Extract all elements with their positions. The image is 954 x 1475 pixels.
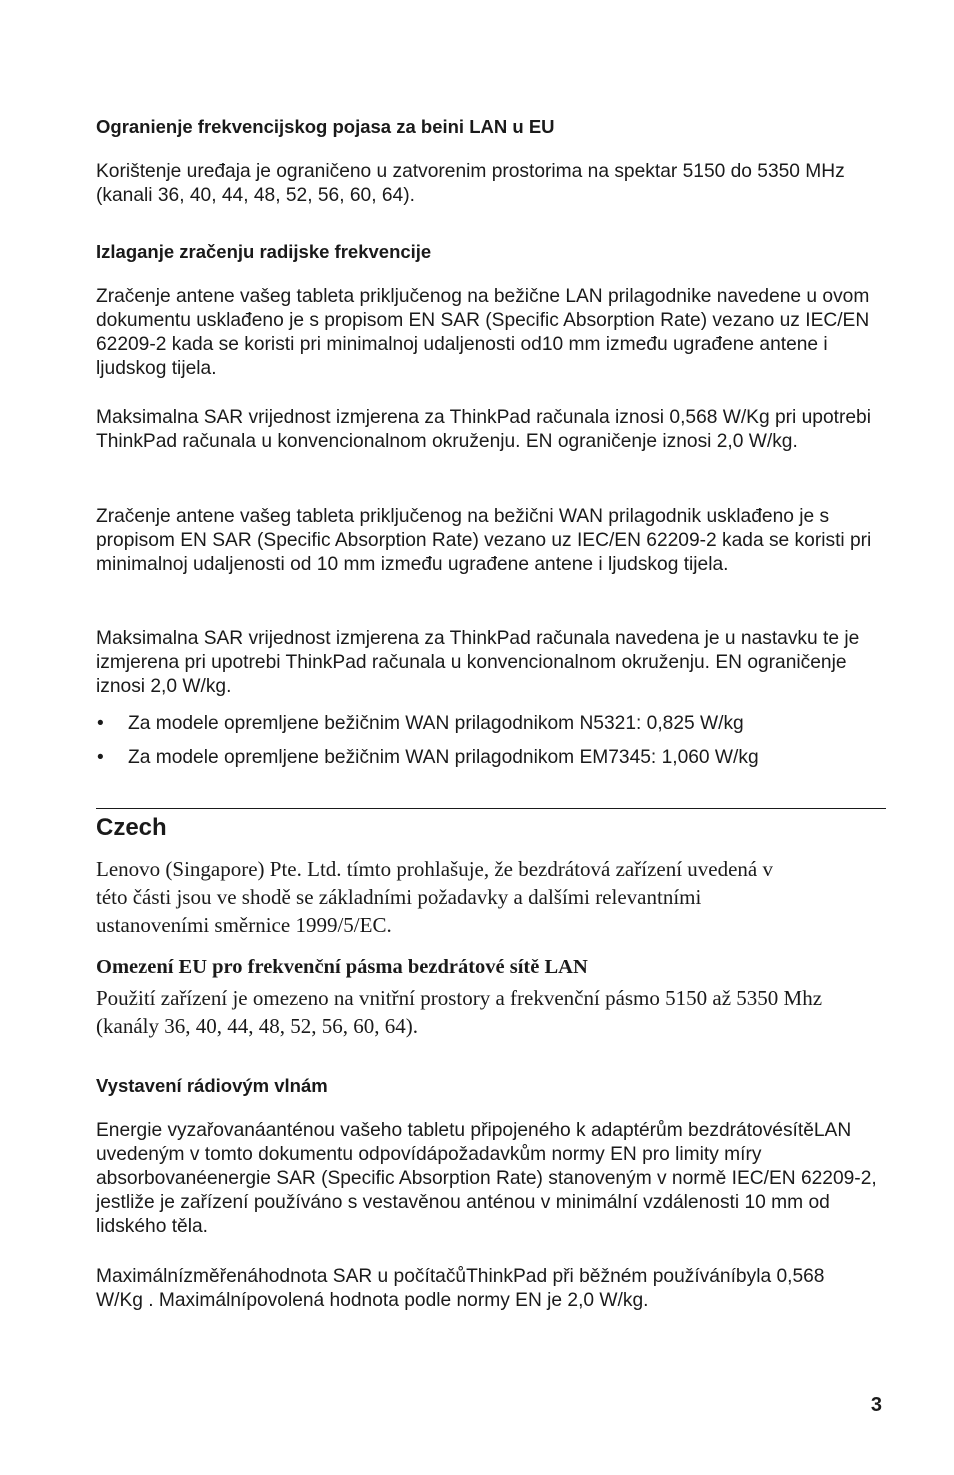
sar-values-list (96, 712, 888, 780)
paragraph-sar-value-hr: Maksimalna SAR vrijednost izmjerena za ThinkPad računala iznosi 0,568 W/Kg pri upotrebi ThinkPad računala u konvencionalnom okruženju. EN ograničenje iznosi 2,0 W/kg. (96, 407, 871, 452)
list-item (96, 712, 888, 736)
bullet-icon: • (97, 747, 104, 768)
paragraph-wan-sar-hr: Zračenje antene vašeg tableta priključenog na bežični WAN prilagodnik usklađeno je s propisom EN SAR (Specific Absorption Rate) vezano uz IEC/EN 62209-2 kada se koristi pri minimalnoj udaljenosti od 10 mm između ugrađene antene i ljudskog tijela. (96, 506, 872, 575)
list-item-text: Za modele opremljene bežičnim WAN prilagodnikom N5321: 0,825 W/kg (128, 713, 744, 734)
list-item (96, 746, 888, 770)
paragraph-sar-value-cz: Maximálnízměřenáhodnota SAR u počítačůThinkPad při běžném používáníbyla 0,568 W/Kg . Maximálnípovolená hodnota podle normy EN je 2,0 W/kg. (96, 1266, 825, 1311)
heading-eu-wlan-restriction-hr: Ogranienje frekvencijskog pojasa za beini LAN u EU (96, 116, 555, 137)
paragraph-declaration-cz: Lenovo (Singapore) Pte. Ltd. tímto prohlašuje, že bezdrátová zařízení uvedená v této části jsou ve shodě se základními požadavky a dalšími relevantními ustanoveními směrnice 1999/5/EC. (96, 857, 774, 937)
paragraph-usage-restriction-cz: Použití zařízení je omezeno na vnitřní prostory a frekvenční pásmo 5150 až 5350 Mhz (kanály 36, 40, 44, 48, 52, 56, 60, 64). (96, 986, 823, 1038)
paragraph-sar-wan-value-hr: Maksimalna SAR vrijednost izmjerena za ThinkPad računala navedena je u nastavku te je izmjerena pri upotrebi ThinkPad računala u konvencionalnom okruženju. EN ograničenje iznosi 2,0 W/kg. (96, 628, 860, 697)
paragraph-lan-sar-cz: Energie vyzařovanáanténou vašeho tabletu připojeného k adaptérům bezdrátovésítěLAN uvedeným v tomto dokumentu odpovídápožadavkům normy EN pro limity míry absorbovanéenergie SAR (Specific Absorption Rate) stanoveným v normě IEC/EN 62209-2, jestliže je zařízení používáno s vestavěnou anténou v minimální vzdálenosti 10 mm od lidského těla. (96, 1120, 877, 1237)
heading-eu-wlan-restriction-cz: Omezení EU pro frekvenční pásma bezdrátové sítě LAN (96, 956, 588, 978)
section-divider (96, 808, 886, 809)
heading-rf-exposure-hr: Izlaganje zračenju radijske frekvencije (96, 241, 432, 262)
page-number: 3 (870, 1394, 882, 1416)
section-title-czech: Czech (96, 814, 167, 841)
heading-rf-exposure-cz: Vystavení rádiovým vlnám (96, 1075, 328, 1096)
paragraph-usage-restriction-hr: Korištenje uređaja je ograničeno u zatvorenim prostorima na spektar 5150 do 5350 MHz (kanali 36, 40, 44, 48, 52, 56, 60, 64). (96, 161, 845, 206)
paragraph-lan-sar-hr: Zračenje antene vašeg tableta priključenog na bežične LAN prilagodnike navedene u ovom dokumentu usklađeno je s propisom EN SAR (Specific Absorption Rate) vezano uz IEC/EN 62209-2 kada se koristi pri minimalnoj udaljenosti od10 mm između ugrađene antene i ljudskog tijela. (96, 286, 870, 379)
list-item-text: Za modele opremljene bežičnim WAN prilagodnikom EM7345: 1,060 W/kg (128, 747, 759, 768)
bullet-icon: • (97, 713, 104, 734)
